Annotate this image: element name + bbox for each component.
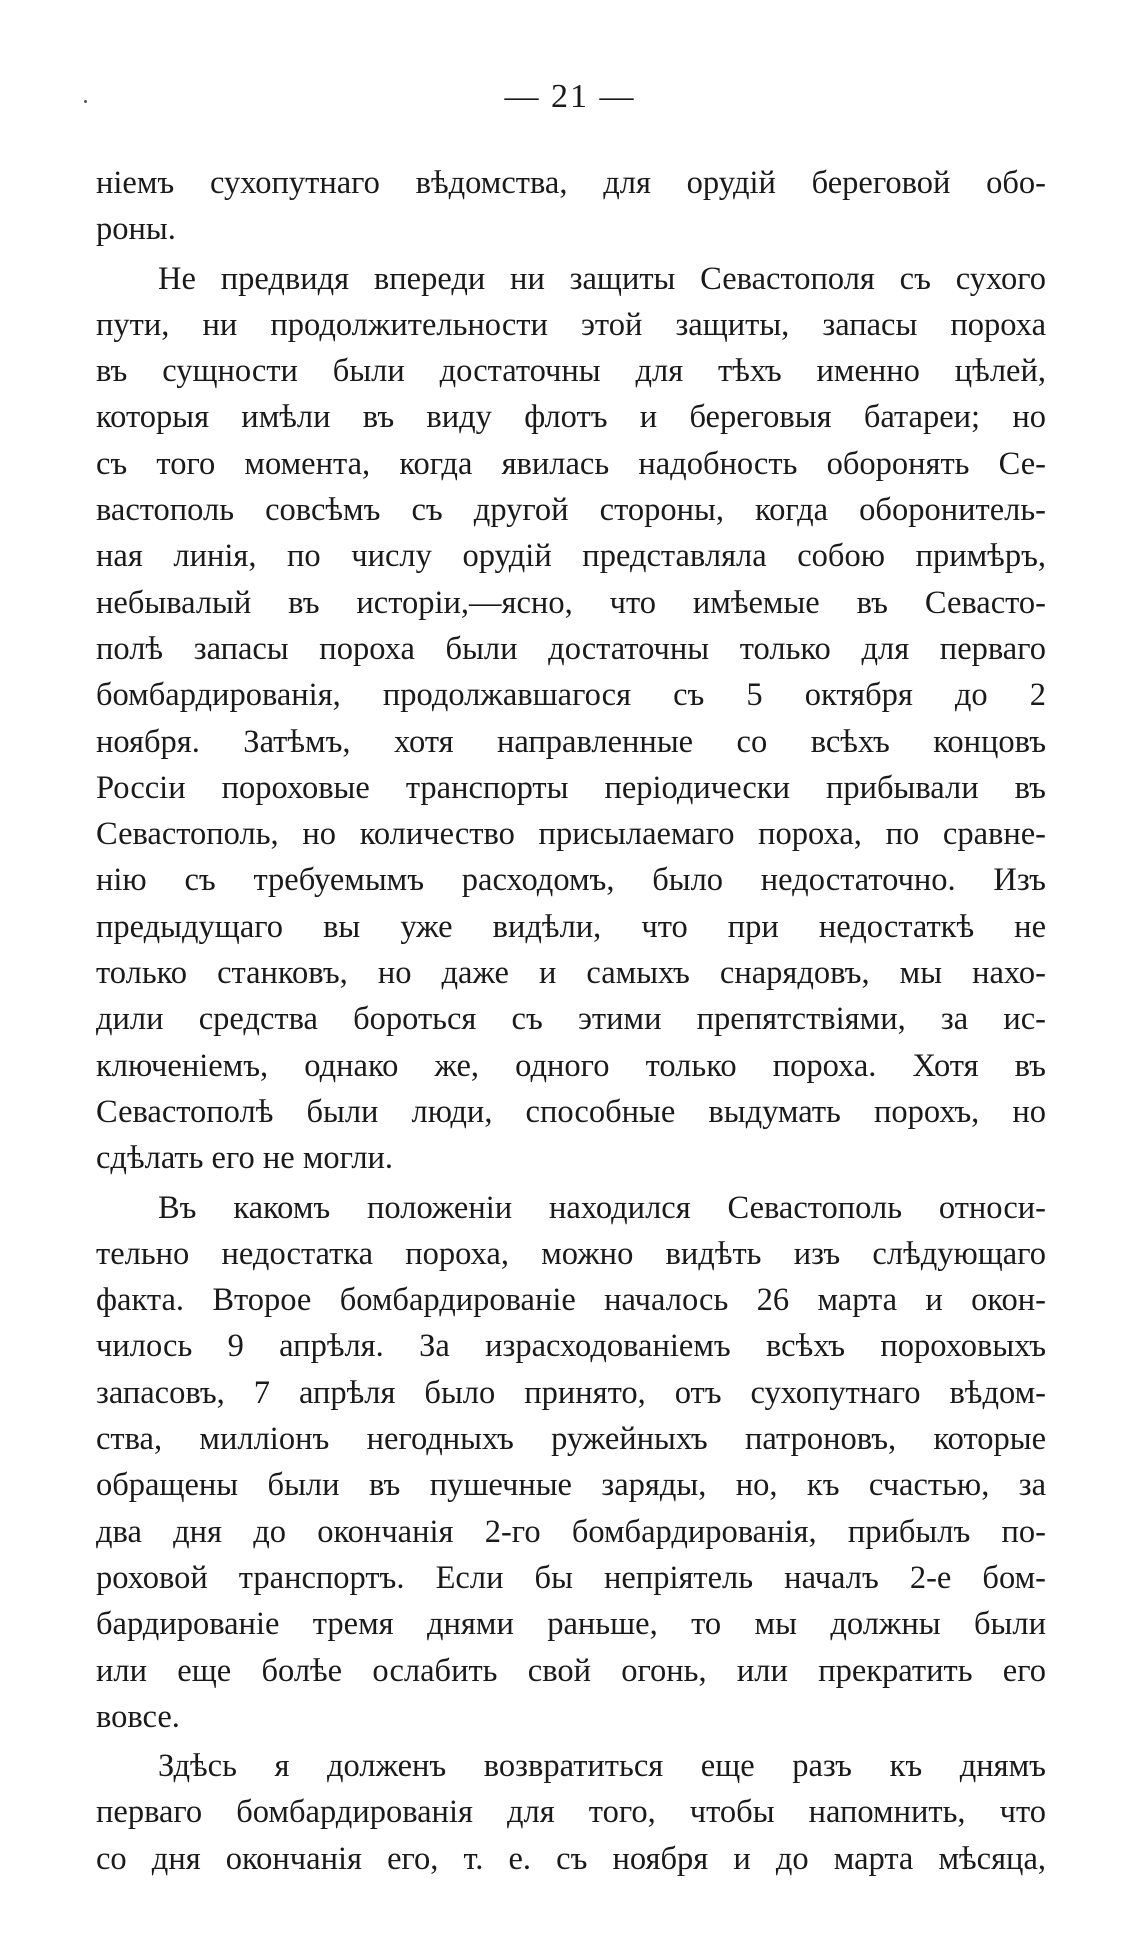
text-line: пути, ни продолжительности этой защиты, запасы пороха xyxy=(96,306,1046,343)
text-line: которыя имѣли въ виду флотъ и береговыя батареи; но xyxy=(96,399,1046,436)
page-number: — 21 — xyxy=(504,78,636,115)
text-line: ства, милліонъ негодныхъ ружейныхъ патроновъ, которые xyxy=(96,1421,1046,1458)
text-line: нію съ требуемымъ расходомъ, было недостаточно. Изъ xyxy=(96,862,1046,899)
paragraph-start: Не предвидя впереди ни защиты Севастополя съ сухого xyxy=(158,260,1046,297)
text-line: факта. Второе бомбардированіе началось 26 марта и окон- xyxy=(96,1282,1046,1319)
text-line: роховой транспортъ. Если бы непріятель началъ 2-е бом- xyxy=(96,1559,1046,1596)
text-line: дили средства бороться съ этими препятствіями, за ис- xyxy=(96,1001,1046,1038)
text-line: обращены были въ пушечные заряды, но, къ счастью, за xyxy=(96,1467,1046,1504)
text-line: Севастополѣ были люди, способные выдумать порохъ, но xyxy=(96,1093,1046,1130)
body-text xyxy=(96,160,1046,1882)
text-line: полѣ запасы пороха были достаточны только для перваго xyxy=(96,630,1046,667)
text-line: ключеніемъ, однако же, одного только пороха. Хотя въ xyxy=(96,1047,1046,1084)
text-line: въ сущности были достаточны для тѣхъ именно цѣлей, xyxy=(96,353,1046,390)
text-line: перваго бомбардированія для того, чтобы напомнить, что xyxy=(96,1794,1046,1831)
text-line: чилось 9 апрѣля. За израсходованіемъ всѣхъ пороховыхъ xyxy=(96,1328,1046,1365)
text-line: роны. xyxy=(96,211,176,248)
text-line: сдѣлать его не могли. xyxy=(96,1140,394,1177)
text-line: тельно недостатка пороха, можно видѣть изъ слѣдующаго xyxy=(96,1235,1046,1272)
text-line: предыдущаго вы уже видѣли, что при недостаткѣ не xyxy=(96,908,1046,945)
text-line: два дня до окончанія 2-го бомбардированія, прибылъ по- xyxy=(96,1513,1046,1550)
text-line: ноября. Затѣмъ, хотя направленные со всѣхъ концовъ xyxy=(96,723,1046,760)
text-line: Россіи пороховые транспорты періодически прибывали въ xyxy=(96,769,1046,806)
text-line: Севастополь, но количество присылаемаго пороха, по сравне- xyxy=(96,816,1046,853)
text-line: бомбардированія, продолжавшагося съ 5 октября до 2 xyxy=(96,677,1046,714)
paragraph-start: Здѣсь я долженъ возвратиться еще разъ къ днямъ xyxy=(158,1748,1046,1785)
text-line: ніемъ сухопутнаго вѣдомства, для орудій береговой обо- xyxy=(96,165,1046,201)
paragraph-start: Въ какомъ положеніи находился Севастополь относи- xyxy=(158,1189,1046,1226)
text-line: съ того момента, когда явилась надобность оборонять Се- xyxy=(96,445,1046,482)
text-line: запасовъ, 7 апрѣля было принято, отъ сухопутнаго вѣдом- xyxy=(96,1374,1046,1411)
text-line: только станковъ, но даже и самыхъ снарядовъ, мы нахо- xyxy=(96,955,1046,992)
text-line: небывалый въ исторіи,—ясно, что имѣемые въ Севасто- xyxy=(96,584,1046,621)
text-line: вастополь совсѣмъ съ другой стороны, когда оборонитель- xyxy=(96,492,1046,529)
text-line: бардированіе тремя днями раньше, то мы должны были xyxy=(96,1606,1046,1643)
text-line: или еще болѣе ослабить свой огонь, или прекратить его xyxy=(96,1652,1046,1689)
text-line: со дня окончанія его, т. е. съ ноября и до марта мѣсяца, xyxy=(96,1840,1046,1877)
text-line: ная линія, по числу орудій представляла собою примѣръ, xyxy=(96,538,1046,575)
text-line: вовсе. xyxy=(96,1698,180,1735)
